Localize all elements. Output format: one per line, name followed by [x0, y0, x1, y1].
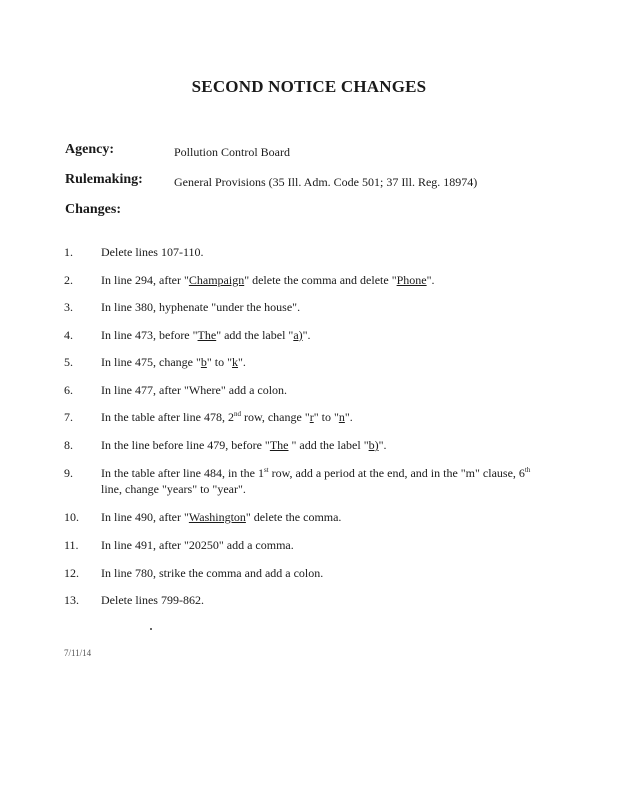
underlined-text: The: [269, 438, 289, 452]
item-text: line, change "years" to "year".: [101, 482, 246, 496]
item-text: row, add a period at the end, and in the "m" clause, 6: [268, 466, 525, 480]
rulemaking-value: General Provisions (35 Ill. Adm. Code 501; 37 Ill. Reg. 18974): [174, 175, 478, 189]
list-item: [101, 592, 571, 608]
list-item: [101, 244, 571, 260]
item-text: In line 475, change ": [101, 355, 201, 369]
item-text: In line 491, after "20250" add a comma.: [101, 538, 294, 552]
underlined-text: Champaign: [188, 273, 245, 287]
list-item: [101, 382, 571, 398]
page-title: SECOND NOTICE CHANGES: [191, 77, 427, 96]
item-text: " delete the comma and delete ": [244, 273, 397, 287]
item-number: 7.: [64, 410, 73, 424]
footer-date: 7/11/14: [64, 648, 92, 658]
item-number: 13.: [64, 593, 79, 607]
list-item: [101, 565, 571, 581]
item-text: ".: [238, 355, 246, 369]
list-item: [101, 299, 571, 315]
underlined-text: Phone: [396, 273, 427, 287]
changes-label: Changes:: [65, 202, 122, 217]
item-number: 11.: [64, 538, 79, 552]
item-text: " add the label ": [288, 438, 369, 452]
item-text: In line 780, strike the comma and add a colon.: [101, 566, 324, 580]
item-number: 5.: [64, 355, 73, 369]
item-text: In line 380, hyphenate "under the house".: [101, 300, 301, 314]
underlined-text: k: [232, 355, 239, 369]
item-text: In line 294, after ": [101, 273, 189, 287]
underlined-text: a): [293, 328, 303, 342]
item-text: " to ": [313, 410, 339, 424]
item-text: In line 477, after "Where" add a colon.: [101, 383, 288, 397]
item-text: ".: [302, 328, 311, 342]
item-number: 10.: [64, 510, 79, 524]
item-text: In the table after line 484, in the 1: [101, 466, 264, 480]
list-item: [101, 354, 571, 370]
item-number: 3.: [64, 300, 73, 314]
scan-speck: [150, 628, 152, 630]
item-text: ".: [426, 273, 435, 287]
underlined-text: b: [200, 355, 207, 369]
item-text: In the line before line 479, before ": [101, 438, 270, 452]
item-text: " delete the comma.: [245, 510, 342, 524]
superscript: nd: [233, 410, 241, 418]
list-item: [101, 437, 571, 453]
item-number: 9.: [64, 466, 73, 480]
list-item: [101, 537, 571, 553]
item-number: 6.: [64, 383, 73, 397]
item-text: Delete lines 799-862.: [101, 593, 204, 607]
item-number: 1.: [64, 245, 73, 259]
item-number: 2.: [64, 273, 73, 287]
item-text: Delete lines 107-110.: [101, 245, 204, 259]
underlined-text: b): [368, 438, 379, 452]
underlined-text: n: [338, 410, 345, 424]
item-text: " to ": [206, 355, 233, 369]
list-item: [101, 465, 571, 497]
rulemaking-label: Rulemaking:: [65, 172, 143, 187]
item-text: In line 473, before ": [101, 328, 198, 342]
item-text: ".: [344, 410, 353, 424]
item-number: 12.: [64, 566, 79, 580]
item-text: row, change ": [240, 410, 310, 424]
list-item: [101, 327, 571, 343]
list-item: [101, 509, 571, 525]
item-text: In the table after line 478, 2: [101, 410, 234, 424]
underlined-text: Washington: [188, 510, 246, 524]
superscript: st: [263, 466, 269, 474]
item-text: ".: [378, 438, 387, 452]
item-text: In line 490, after ": [101, 510, 189, 524]
agency-value: Pollution Control Board: [174, 145, 291, 159]
item-number: 8.: [64, 438, 73, 452]
item-text: " add the label ": [216, 328, 294, 342]
superscript: th: [524, 466, 531, 474]
underlined-text: r: [309, 410, 314, 424]
list-item: [101, 272, 571, 288]
agency-label: Agency:: [65, 142, 114, 157]
list-item: [101, 409, 571, 425]
item-number: 4.: [64, 328, 73, 342]
underlined-text: The: [197, 328, 217, 342]
